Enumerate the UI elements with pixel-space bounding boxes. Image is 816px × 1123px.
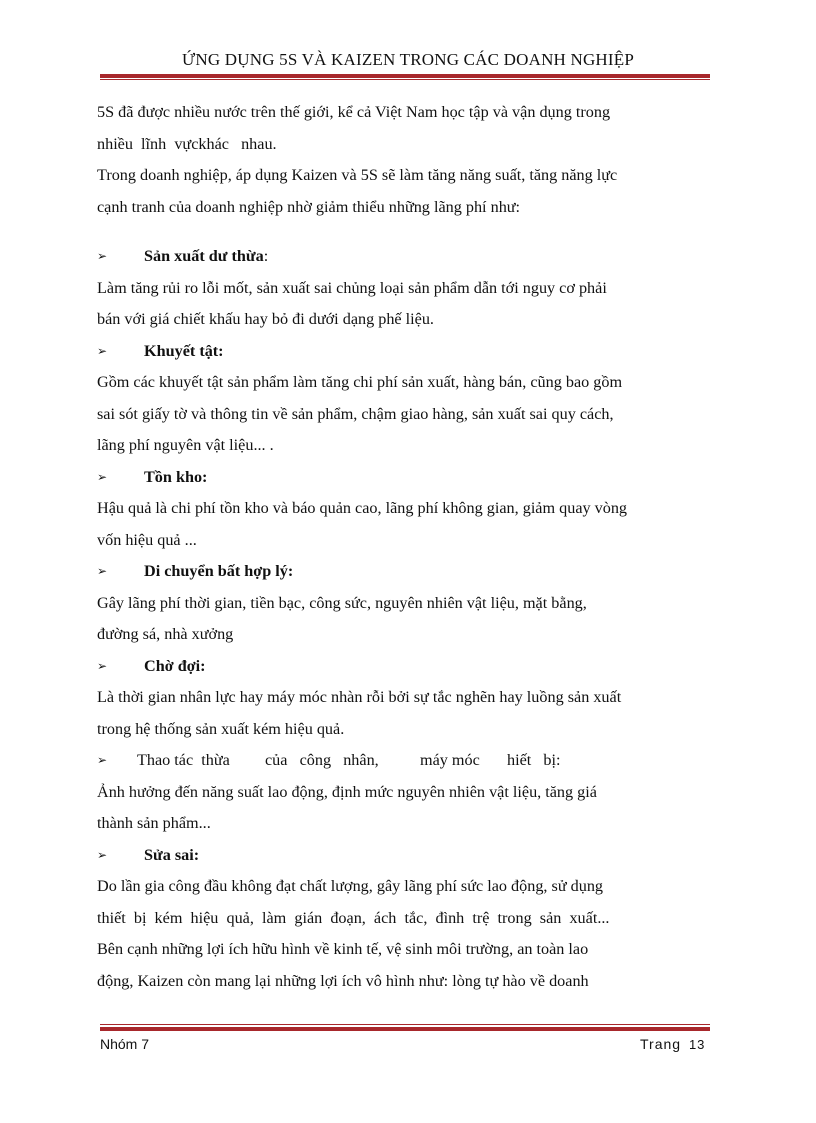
footer-group-label: Nhóm 7 [100,1036,150,1052]
footer-page-number: 13 [688,1037,706,1052]
arrow-bullet-icon: ➢ [97,469,108,484]
arrow-bullet-icon: ➢ [97,753,108,767]
heading-di-chuyen [97,556,673,588]
header-rule-thin [100,79,710,80]
body-content [97,97,673,997]
heading-khuyet-tat [97,336,673,368]
text-line: vốn hiệu quả ... [97,530,197,549]
text-line: Trong doanh nghiệp, áp dụng Kaizen và 5S sẽ làm tăng năng suất, tăng năng lực [97,166,618,184]
heading-text: Khuyết tật: [144,341,224,360]
text-line: Hậu quả là chi phí tồn kho và báo quản cao, lãng phí không gian, giảm quay vòng [97,499,628,517]
heading-text: Di chuyển bất hợp lý: [144,562,294,580]
text-line: Gây lãng phí thời gian, tiền bạc, công sức, nguyên nhiên vật liệu, mặt bằng, [97,593,587,612]
heading-text: Sửa sai: [144,845,200,864]
text-line: thành sản phẩm... [97,814,211,832]
text-line: Làm tăng rủi ro lỗi mốt, sản xuất sai chủng loại sản phẩm dẫn tới nguy cơ phải [97,278,607,297]
heading-text: Chờ đợi: [144,656,206,675]
arrow-bullet-icon: ➢ [97,658,108,673]
text-line: Ảnh hưởng đến năng suất lao động, định mức nguyên nhiên vật liệu, tăng giá [97,782,597,801]
heading-word: máy móc [420,751,480,769]
heading-text: Sản xuất dư thừa [144,247,264,265]
text-line: cạnh tranh của doanh nghiệp nhờ giảm thiểu những lãng phí như: [97,197,521,216]
heading-san-xuat-du-thua [97,241,673,273]
text-line: nhiều lĩnh vựckhác nhau. [97,134,277,153]
text-line: Gồm các khuyết tật sản phẩm làm tăng chi phí sản xuất, hàng bán, cũng bao gồm [97,373,623,391]
text-line: Là thời gian nhân lực hay máy móc nhàn rỗi bởi sự tắc nghẽn hay luồng sản xuất [97,688,622,706]
arrow-bullet-icon: ➢ [97,343,108,358]
text-line: trong hệ thống sản xuất kém hiệu quả. [97,719,345,738]
text-line: bán với giá chiết khấu hay bỏ đi dưới dạng phế liệu. [97,310,434,328]
heading-sua-sai [97,840,673,872]
heading-ton-kho [97,462,673,494]
header-rule-thick [100,74,710,78]
text-line: động, Kaizen còn mang lại những lợi ích vô hình như: lòng tự hào về doanh [97,971,589,990]
text-line: 5S đã được nhiều nước trên thế giới, kể cả Việt Nam học tập và vận dụng trong [97,103,611,121]
heading-cho-doi [97,651,673,683]
heading-text: Tồn kho: [144,467,208,486]
footer-rule-thick [100,1027,710,1031]
heading-colon: : [263,247,269,265]
heading-word: của công nhân, [265,751,379,769]
arrow-bullet-icon: ➢ [97,249,108,263]
footer-page-label: Trang [640,1036,682,1052]
heading-word: Thao tác thừa [137,751,230,769]
heading-thao-tac-thua [97,745,673,777]
arrow-bullet-icon: ➢ [97,564,108,578]
arrow-bullet-icon: ➢ [97,847,108,862]
footer-page-info [640,1036,705,1052]
text-line: thiết bị kém hiệu quả, làm gián đoạn, ách tắc, đình trệ trong sản xuất... [97,908,610,927]
heading-word: hiết bị: [507,751,561,769]
text-line: Do lần gia công đầu không đạt chất lượng, gây lãng phí sức lao động, sử dụng [97,877,604,895]
text-line: lãng phí nguyên vật liệu... . [97,436,274,454]
text-line: đường sá, nhà xưởng [97,625,234,643]
footer-rule-thin [100,1024,710,1025]
text-line: sai sót giấy tờ và thông tin về sản phẩm, chậm giao hàng, sản xuất sai quy cách, [97,404,614,423]
text-line: Bên cạnh những lợi ích hữu hình về kinh tế, vệ sinh môi trường, an toàn lao [97,940,589,958]
header-title: ỨNG DỤNG 5S VÀ KAIZEN TRONG CÁC DOANH NGHIỆP [181,50,635,69]
